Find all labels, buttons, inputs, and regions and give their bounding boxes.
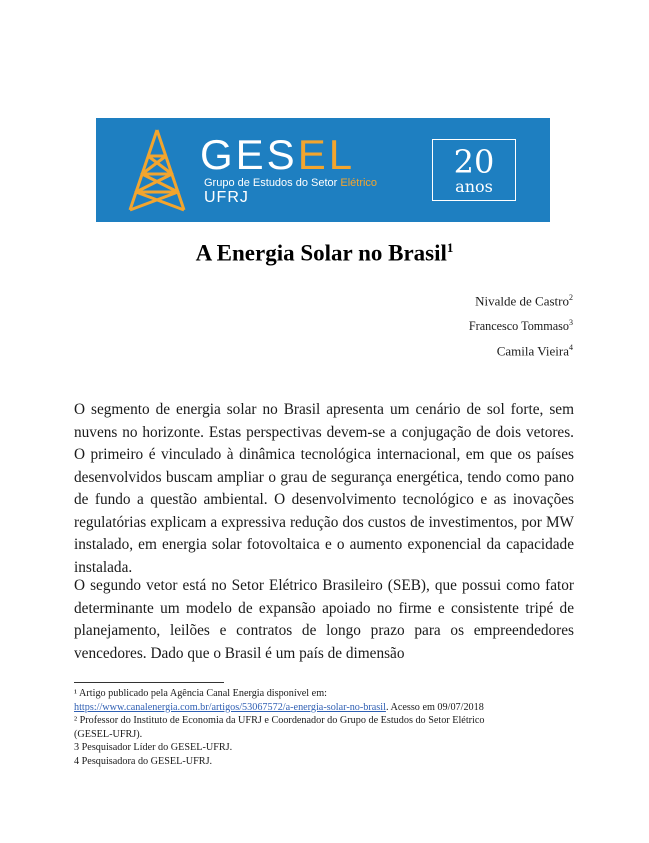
ufrj-label: UFRJ: [204, 189, 249, 206]
transmission-tower-icon: [126, 128, 188, 212]
gesel-logo-wordmark: GESEL: [200, 131, 356, 178]
anniversary-badge: [432, 139, 516, 201]
footnote-2-cont: (GESEL-UFRJ).: [74, 728, 143, 740]
footnote-4: 4 Pesquisadora do GESEL-UFRJ.: [74, 755, 213, 767]
footnotes: [74, 687, 574, 768]
title-footnote-marker: 1: [446, 240, 454, 255]
footnote-divider: [74, 682, 224, 683]
author-line: Camila Vieira$^4$: [496, 343, 573, 359]
gesel-banner: [96, 118, 550, 222]
body-paragraph: O segmento de energia solar no Brasil apresenta um cenário de sol forte, sem nuvens no horizonte. Estas perspectivas devem-se a conjugação de dois vetores. O primeiro é vinculado à dinâmica tecnológica internacional, em que os países desenvolvidos buscam ampliar o grau de segurança energética, tendo como pano de fundo a questão ambiental. O desenvolvimento tecnológico e as inovações regulatórias explicam a expressiva redução dos custos de investimentos, por MW instalado, em energia solar fotovoltaica e o aumento exponencial da capacidade instalada.: [74, 401, 574, 576]
author-line: Francesco Tommaso$^3$: [468, 318, 573, 334]
body-paragraph: O segundo vetor está no Setor Elétrico Brasileiro (SEB), que possui como fator determinante um modelo de expansão apoiado no firme e consistente tripé de planejamento, leilões e contratos de longo prazo para os empreendedores vencedores. Dado que o Brasil é um país de dimensão: [74, 577, 574, 662]
footnote-1: ¹ Artigo publicado pela Agência Canal Energia disponível em:: [74, 688, 327, 699]
gesel-logo-subtitle: Grupo de Estudos do Setor Elétrico: [204, 177, 378, 189]
source-article-link[interactable]: https://www.canalenergia.com.br/artigos/53067572/a-energia-solar-no-brasil: [74, 701, 386, 713]
anniversary-word: anos: [455, 177, 493, 196]
anniversary-number: 20: [453, 143, 495, 181]
author-line: Nivalde de Castro$^2$: [475, 293, 573, 309]
footnote-1-source: https://www.canalenergia.com.br/artigos/53067572/a-energia-solar-no-brasil. Acesso em 09/07/2018: [74, 701, 484, 713]
footnote-3: 3 Pesquisador Líder do GESEL-UFRJ.: [74, 742, 233, 753]
document-title: A Energia Solar no Brasil$^1$: [195, 240, 454, 266]
footnote-2: ² Professor do Instituto de Economia da UFRJ e Coordenador do Grupo de Estudos do Setor Elétrico: [74, 715, 485, 726]
